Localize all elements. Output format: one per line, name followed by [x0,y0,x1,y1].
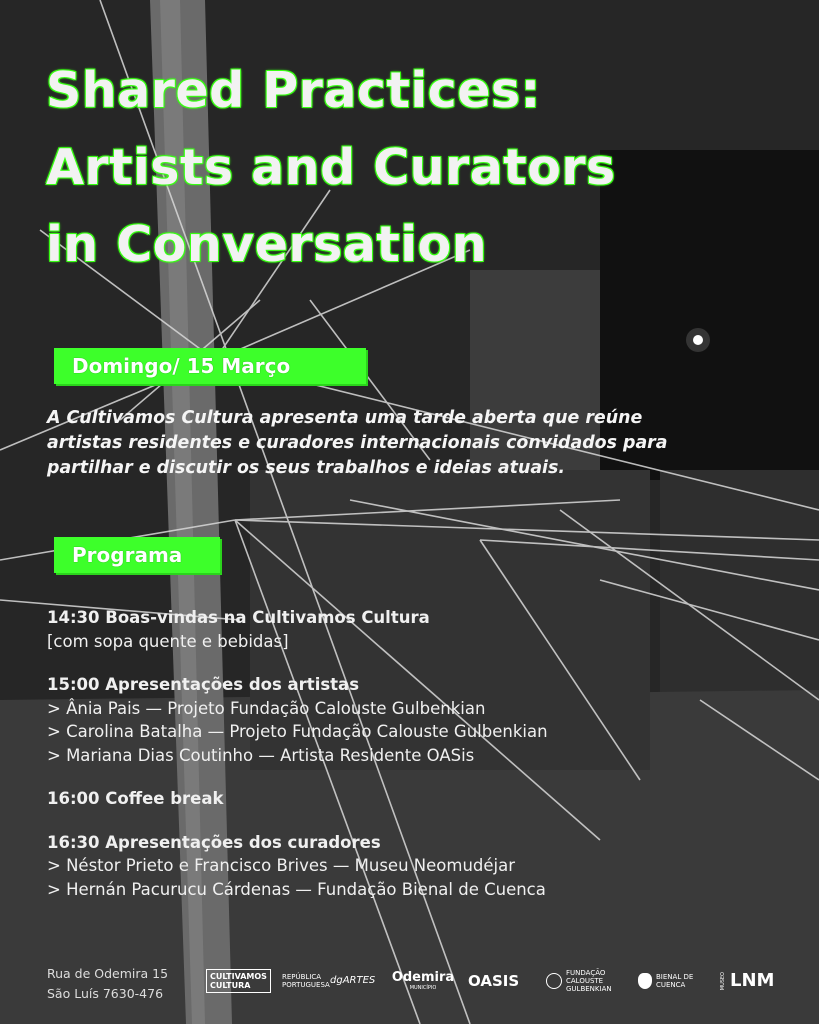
intro-text [47,406,777,481]
program-item [47,673,787,767]
program-item-heading: 16:30 Apresentações dos curadores [47,832,381,852]
intro-line: artistas residentes e curadores internacionais convidados para [47,433,668,453]
gulbenkian-icon [546,973,562,989]
bienal-logo [638,965,708,997]
dgartes-logo-text: dgARTES [330,975,376,986]
title-line: Artists and Curators [46,139,616,196]
event-title [46,52,786,283]
oasis-logo-text: OASIS [468,972,520,990]
intro-line: partilhar e discutir os seus trabalhos e ideias atuais. [47,458,565,478]
program-item-detail: > Carolina Batalha — Projeto Fundação Calouste Gulbenkian [47,722,548,741]
title-line: in Conversation [46,216,488,273]
program-item-detail: > Néstor Prieto e Francisco Brives — Museu Neomudéjar [47,856,516,875]
venue-address [47,964,168,1004]
bienal-logo-text: BIENAL DE CUENCA [656,973,694,989]
program-item [47,606,787,653]
museo-logo [718,965,780,997]
gulbenkian-logo [546,965,628,997]
program-list [47,606,787,921]
dgartes-logo [330,965,378,997]
program-item-heading: 16:00 Coffee break [47,789,224,808]
address-line: São Luís 7630-476 [47,986,164,1001]
date-badge: Domingo/ 15 Março [54,348,366,384]
gulbenkian-logo-text: FUNDAÇÃO CALOUSTE GULBENKIAN [566,969,612,993]
odemira-logo-sub: MUNICÍPIO [409,985,437,991]
republica-logo [282,965,330,997]
intro-line: A Cultivamos Cultura apresenta uma tarde aberta que reúne [47,408,643,428]
cultivamos-logo [206,965,268,997]
odemira-logo-text: Odemira [391,970,455,985]
oasis-logo [468,965,534,997]
cultivamos-logo-text: CULTIVAMOS CULTURA [206,969,271,993]
program-item-heading: 14:30 Boas-vindas na Cultivamos Cultura [47,608,430,627]
bienal-icon [638,973,652,989]
title-line: Shared Practices: [46,62,541,119]
program-item-detail: > Ânia Pais — Projeto Fundação Calouste Gulbenkian [47,698,486,718]
program-item [47,831,787,902]
museo-logo-text: MUSEO [720,971,726,991]
program-badge: Programa [54,537,220,573]
odemira-logo [390,965,456,997]
program-item-detail: > Mariana Dias Coutinho — Artista Residente OASis [47,745,475,765]
address-line: Rua de Odemira 15 [47,966,169,981]
republica-logo-text: REPÚBLICA PORTUGUESA [282,973,330,989]
program-item-detail: > Hernán Pacurucu Cárdenas — Fundação Bienal de Cuenca [47,879,546,899]
lnm-logo-text: LNM [730,970,775,991]
program-item [47,787,787,811]
sponsor-logos [206,965,786,997]
program-item-heading: 15:00 Apresentações dos artistas [47,675,360,694]
program-item-detail: [com sopa quente e bebidas] [47,631,289,651]
